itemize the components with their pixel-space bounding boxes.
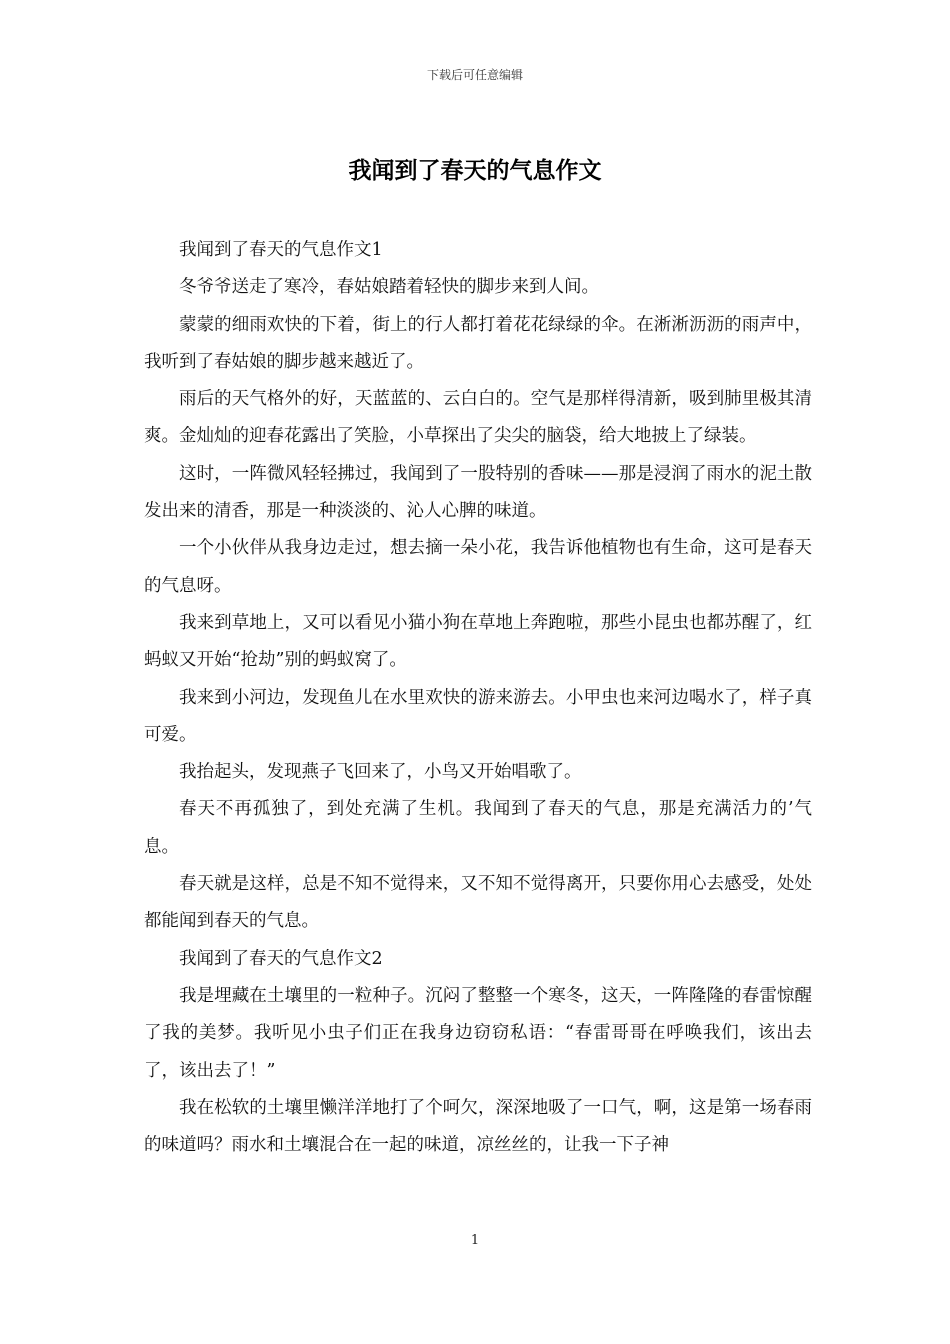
paragraph: 一个小伙伴从我身边走过，想去摘一朵小花，我告诉他植物也有生命，这可是春天的气息呀。 [144, 538, 812, 596]
page-header: 下载后可任意编辑 [426, 68, 523, 82]
paragraph: 春天就是这样，总是不知不觉得来，又不知不觉得离开，只要你用心去感受，处处都能闻到春天的气息。 [144, 874, 812, 932]
paragraph: 春天不再孤独了，到处充满了生机。我闻到了春天的气息，那是充满活力的’气息。 [144, 799, 812, 857]
paragraph: 蒙蒙的细雨欢快的下着，街上的行人都打着花花绿绿的伞。在淅淅沥沥的雨声中，我听到了春姑娘的脚步越来越近了。 [144, 314, 812, 372]
paragraph: 冬爷爷送走了寒冷，春姑娘踏着轻快的脚步来到人间。 [179, 277, 599, 298]
paragraph: 我来到草地上，又可以看见小猫小狗在草地上奔跑啦，那些小昆虫也都苏醒了，红蚂蚁又开始“抢劫”别的蚂蚁窝了。 [144, 612, 812, 671]
paragraph: 我在松软的土壤里懒洋洋地打了个呵欠，深深地吸了一口气，啊，这是第一场春雨的味道吗？雨水和土壤混合在一起的味道，凉丝丝的，让我一下子神 [144, 1097, 812, 1156]
paragraph: 我抬起头，发现燕子飞回来了，小鸟又开始唱歌了。 [179, 762, 582, 783]
paragraph: 我来到小河边，发现鱼儿在水里欢快的游来游去。小甲虫也来河边喝水了，样子真可爱。 [144, 687, 812, 745]
section-heading-2: 我闻到了春天的气息作文2 [179, 948, 383, 969]
document-body [144, 232, 812, 1164]
page-number: 1 [470, 1233, 480, 1248]
document-title: 我闻到了春天的气息作文 [348, 157, 602, 184]
section-heading-1: 我闻到了春天的气息作文1 [179, 240, 383, 260]
paragraph: 我是埋藏在土壤里的一粒种子。沉闷了整整一个寒冬，这天，一阵隆隆的春雷惊醒了我的美梦。我听见小虫子们正在我身边窃窃私语：“春雷哥哥在呼唤我们，该出去了，该出去了！” [144, 985, 812, 1081]
paragraph: 这时，一阵微风轻轻拂过，我闻到了一股特别的香味——那是浸润了雨水的泥土散发出来的清香，那是一种淡淡的、沁人心脾的味道。 [144, 463, 812, 522]
paragraph: 雨后的天气格外的好，天蓝蓝的、云白白的。空气是那样得清新，吸到肺里极其清爽。金灿灿的迎春花露出了笑脸，小草探出了尖尖的脑袋，给大地披上了绿装。 [144, 389, 812, 447]
